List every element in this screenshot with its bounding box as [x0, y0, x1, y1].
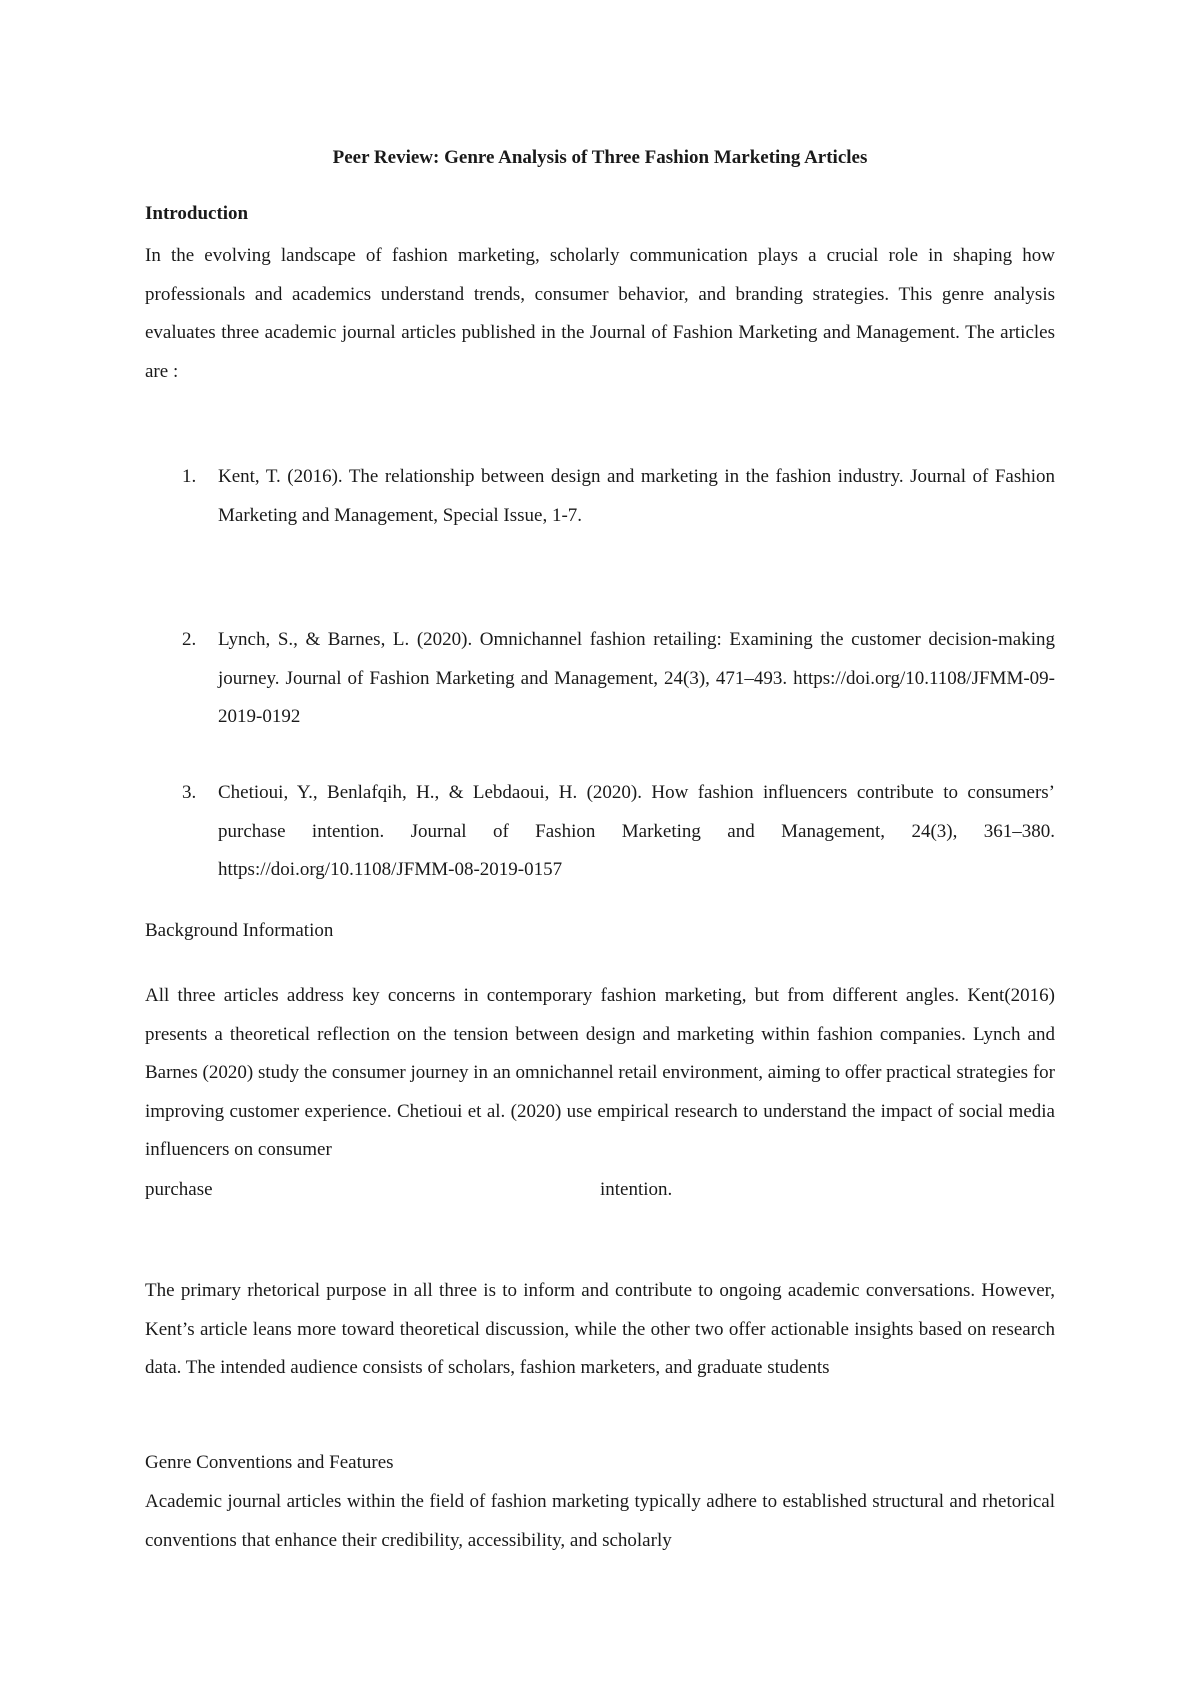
page-title: Peer Review: Genre Analysis of Three Fashion Marketing Articles — [332, 147, 868, 168]
background-last-line — [145, 1171, 1055, 1209]
genre-heading: Genre Conventions and Features — [145, 1452, 394, 1473]
purpose-paragraph: The primary rhetorical purpose in all three is to inform and contribute to ongoing academic conversations. However, Kent’s article leans more toward theoretical discussion, while the other two offer actionable insights based on research data. The intended audience consists of scholars, fashion marketers, and graduate students — [145, 1280, 1055, 1378]
reference-item-3 — [145, 774, 1055, 890]
introduction-paragraph: In the evolving landscape of fashion marketing, scholarly communication plays a crucial role in shaping how professionals and academics understand trends, consumer behavior, and branding strategies. This genre analysis evaluates three academic journal articles published in the Journal of Fashion Marketing and Management. The articles are : — [145, 245, 1055, 382]
reference-text: Lynch, S., & Barnes, L. (2020). Omnichannel fashion retailing: Examining the customer decision-making journey. Journal of Fashion Marketing and Management, 24(3), 471–493. https://doi.org/10.1108/JFMM-09-2019-0192 — [218, 629, 1055, 727]
reference-item-2 — [145, 621, 1055, 737]
background-last-word-left: purchase — [145, 1179, 213, 1200]
reference-number: 3. — [182, 782, 197, 803]
introduction-heading: Introduction — [145, 203, 249, 224]
reference-text: Chetioui, Y., Benlafqih, H., & Lebdaoui, H. (2020). How fashion influencers contribute to consumers’ purchase intention. Journal of Fashion Marketing and Management, 24(3), 361–380. https://doi.org/10.1108/JFMM-08-2019-0157 — [218, 782, 1055, 880]
background-heading: Background Information — [145, 920, 334, 941]
reference-number: 1. — [182, 466, 197, 487]
genre-paragraph: Academic journal articles within the field of fashion marketing typically adhere to established structural and rhetorical conventions that enhance their credibility, accessibility, and scholarly — [145, 1491, 1055, 1551]
background-paragraph: All three articles address key concerns in contemporary fashion marketing, but from different angles. Kent(2016) presents a theoretical reflection on the tension between design and marketing within fashion companies. Lynch and Barnes (2020) study the consumer journey in an omnichannel retail environment, aiming to offer practical strategies for improving customer experience. Chetioui et al. (2020) use empirical research to understand the impact of social media influencers on consumer — [145, 985, 1055, 1160]
reference-text: Kent, T. (2016). The relationship between design and marketing in the fashion industry. Journal of Fashion Marketing and Management, Special Issue, 1-7. — [218, 466, 1055, 526]
reference-number: 2. — [182, 629, 197, 650]
reference-item-1 — [145, 458, 1055, 535]
background-last-word-right: intention. — [600, 1179, 673, 1200]
